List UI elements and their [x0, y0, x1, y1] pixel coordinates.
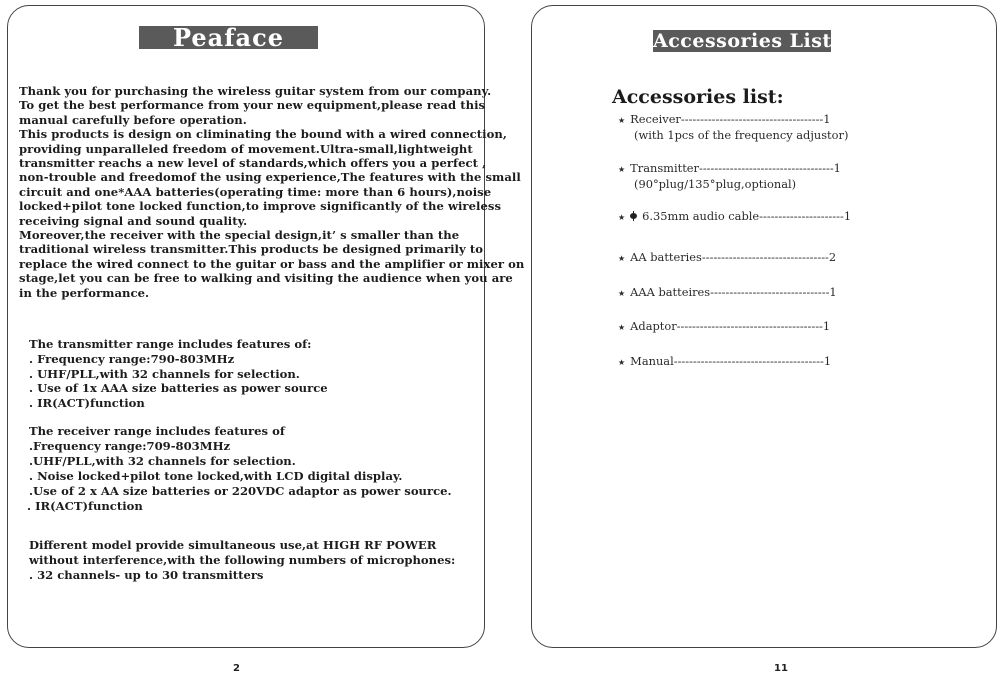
brand-banner: Peaface [139, 26, 318, 49]
intro-line: providing unparalleled freedom of movement.Ultra-small,lightweight [19, 141, 473, 156]
accessory-item-transmitter [618, 161, 841, 192]
accessories-banner: Accessories List [653, 30, 832, 52]
accessories-heading: Accessories list: [612, 86, 784, 108]
accessory-item-adaptor [618, 319, 830, 335]
feature-line: . Use of 1x AAA size batteries as power source [29, 381, 328, 395]
accessory-item-manual [618, 354, 831, 370]
accessory-label: AAA batteires-------------------------------1 [630, 285, 837, 299]
intro-line: manual carefully before operation. [19, 112, 247, 127]
feature-line: . IR(ACT)function [29, 396, 145, 410]
right-page [531, 5, 997, 648]
multi-model-line: Different model provide simultaneous use,at HIGH RF POWER [29, 538, 437, 552]
intro-line: receiving signal and sound quality. [19, 213, 248, 228]
star-icon: ★ [618, 116, 626, 125]
star-icon: ★ [618, 323, 626, 332]
feature-line: .Use of 2 x AA size batteries or 220VDC adaptor as power source. [29, 484, 452, 498]
intro-line: non-trouble and freedomof the using experience,The features with the small [19, 170, 521, 185]
accessory-label: Transmitter-----------------------------------1 [630, 161, 841, 175]
intro-line: transmitter reachs a new level of standards,which offers you a perfect , [19, 156, 487, 170]
accessory-item-receiver [618, 112, 848, 143]
intro-line: traditional wireless transmitter.This products be designed primarily to [19, 242, 484, 257]
accessory-label: Receiver-------------------------------------1 [630, 112, 831, 126]
multi-model-line: . 32 channels- up to 30 transmitters [29, 568, 264, 582]
intro-line: locked+pilot tone locked function,to improve significantly of the wireless [19, 199, 502, 214]
feature-line: . Frequency range:790-803MHz [29, 352, 235, 366]
intro-line: circuit and one*AAA batteries(operating time: more than 6 hours),noise [19, 184, 492, 199]
intro-line: Moreover,the receiver with the special design,it’ s smaller than the [19, 228, 460, 242]
left-page [7, 5, 525, 648]
page-number-right: 11 [774, 663, 788, 674]
feature-line: .UHF/PLL,with 32 channels for selection. [29, 454, 296, 468]
star-icon: ★ [618, 289, 626, 298]
intro-line: in the performance. [19, 285, 150, 300]
accessory-label: Adaptor--------------------------------------1 [630, 319, 831, 333]
feature-line: . Noise locked+pilot tone locked,with LCD digital display. [29, 469, 403, 483]
star-icon: ★ [618, 165, 626, 174]
accessory-note: (90°plug/135°plug,optional) [634, 177, 797, 191]
star-icon: ★ [618, 358, 626, 367]
receiver-heading: The receiver range includes features of [29, 424, 285, 438]
accessory-label: Manual---------------------------------------1 [630, 354, 832, 368]
accessory-label: 6.35mm audio cable----------------------1 [642, 209, 852, 223]
accessory-label: AA batteries---------------------------------2 [630, 250, 837, 264]
intro-line: This products is design on climinating the bound with a wired connection, [19, 127, 507, 142]
intro-line: Thank you for purchasing the wireless guitar system from our company. [19, 84, 492, 98]
accessory-item-audio-cable [618, 209, 851, 225]
feature-line: .Frequency range:709-803MHz [29, 439, 231, 453]
intro-line: To get the best performance from your new equipment,please read this [19, 98, 486, 113]
page-number-left: 2 [233, 663, 240, 674]
star-icon: ★ [618, 254, 626, 263]
transmitter-heading: The transmitter range includes features of: [29, 337, 312, 351]
jack-plug-icon [630, 211, 637, 221]
accessory-note: (with 1pcs of the frequency adjustor) [634, 128, 849, 142]
feature-line: . IR(ACT)function [27, 499, 143, 513]
intro-line: replace the wired connect to the guitar or bass and the amplifier or mixer on [19, 256, 525, 271]
multi-model-line: without interference,with the following numbers of microphones: [29, 553, 456, 567]
star-icon: ★ [618, 213, 626, 222]
accessory-item-aa-batteries [618, 250, 836, 266]
intro-line: stage,let you can be free to walking and visiting the audience when you are [19, 271, 513, 286]
accessory-item-aaa-batteries [618, 285, 837, 301]
feature-line: . UHF/PLL,with 32 channels for selection. [29, 367, 300, 381]
